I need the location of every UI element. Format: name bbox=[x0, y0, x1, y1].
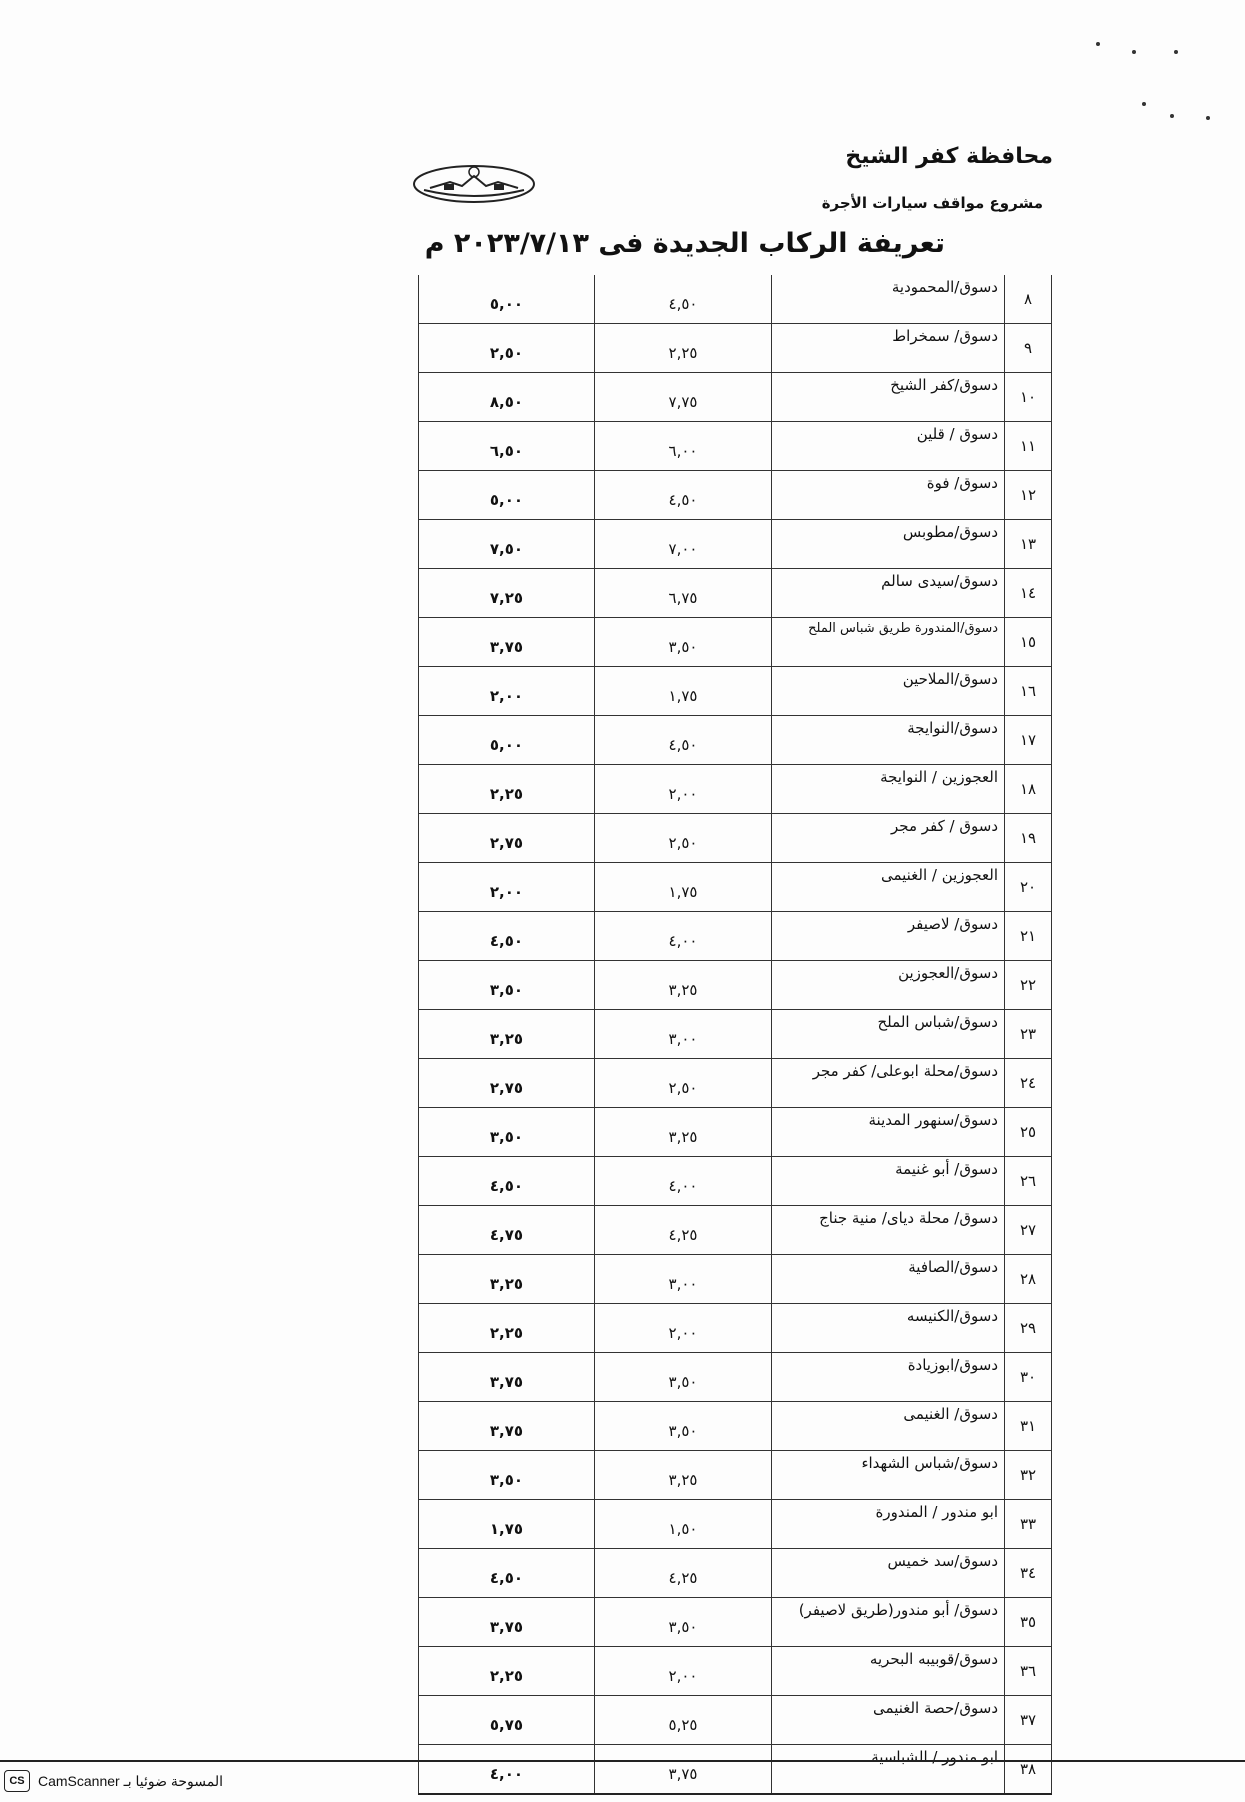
row-number: ٣٧ bbox=[1005, 1696, 1052, 1745]
table-row bbox=[419, 1598, 1052, 1647]
old-fare: ٤,٥٠ bbox=[595, 275, 772, 324]
route-name: دسوق/الملاحين bbox=[772, 667, 1005, 716]
row-number: ١٤ bbox=[1005, 569, 1052, 618]
new-fare: ٢,٢٥ bbox=[419, 1304, 595, 1353]
old-fare: ٦,٠٠ bbox=[595, 422, 772, 471]
route-name: دسوق/محلة ابوعلى/ كفر مجر bbox=[772, 1059, 1005, 1108]
table-row bbox=[419, 520, 1052, 569]
table-row bbox=[419, 1206, 1052, 1255]
new-fare: ٥,٠٠ bbox=[419, 716, 595, 765]
new-fare: ٢,٢٥ bbox=[419, 765, 595, 814]
old-fare: ٤,٢٥ bbox=[595, 1206, 772, 1255]
new-fare: ٥,٠٠ bbox=[419, 471, 595, 520]
table-row bbox=[419, 569, 1052, 618]
row-number: ١٣ bbox=[1005, 520, 1052, 569]
table-row bbox=[419, 1059, 1052, 1108]
route-name: دسوق/المندورة طريق شباس الملح bbox=[772, 618, 1005, 667]
fares-table bbox=[418, 275, 1052, 1795]
row-number: ٣٢ bbox=[1005, 1451, 1052, 1500]
new-fare: ٣,٧٥ bbox=[419, 1402, 595, 1451]
old-fare: ٢,٠٠ bbox=[595, 765, 772, 814]
route-name: دسوق/سنهور المدينة bbox=[772, 1108, 1005, 1157]
route-name: دسوق/ فوة bbox=[772, 471, 1005, 520]
route-name: دسوق / كفر مجر bbox=[772, 814, 1005, 863]
new-fare: ٢,٧٥ bbox=[419, 814, 595, 863]
table-row bbox=[419, 1010, 1052, 1059]
old-fare: ٤,٢٥ bbox=[595, 1549, 772, 1598]
old-fare: ٥,٢٥ bbox=[595, 1696, 772, 1745]
new-fare: ٤,٧٥ bbox=[419, 1206, 595, 1255]
row-number: ٨ bbox=[1005, 275, 1052, 324]
table-row bbox=[419, 1108, 1052, 1157]
row-number: ٣٤ bbox=[1005, 1549, 1052, 1598]
project-subtitle: مشروع مواقف سيارات الأجرة bbox=[821, 194, 1043, 212]
row-number: ١٦ bbox=[1005, 667, 1052, 716]
new-fare: ٣,٧٥ bbox=[419, 618, 595, 667]
table-row bbox=[419, 961, 1052, 1010]
scan-speck bbox=[1096, 42, 1100, 46]
old-fare: ٣,٢٥ bbox=[595, 1108, 772, 1157]
route-name: دسوق/حصة الغنيمى bbox=[772, 1696, 1005, 1745]
new-fare: ٣,٥٠ bbox=[419, 1108, 595, 1157]
row-number: ٣٣ bbox=[1005, 1500, 1052, 1549]
governorate-title: محافظة كفر الشيخ bbox=[845, 144, 1053, 169]
tariff-title: تعريفة الركاب الجديدة فى ٢٠٢٣/٧/١٣ م bbox=[424, 228, 945, 259]
table-row bbox=[419, 373, 1052, 422]
route-name: ابو مندور / الشباسية bbox=[772, 1745, 1005, 1795]
row-number: ١٥ bbox=[1005, 618, 1052, 667]
table-row bbox=[419, 1549, 1052, 1598]
row-number: ٢٨ bbox=[1005, 1255, 1052, 1304]
new-fare: ٢,٠٠ bbox=[419, 667, 595, 716]
old-fare: ٣,٥٠ bbox=[595, 618, 772, 667]
old-fare: ٢,٠٠ bbox=[595, 1647, 772, 1696]
route-name: دسوق/الصافية bbox=[772, 1255, 1005, 1304]
table-row bbox=[419, 716, 1052, 765]
old-fare: ١,٧٥ bbox=[595, 667, 772, 716]
route-name: دسوق/ الغنيمى bbox=[772, 1402, 1005, 1451]
new-fare: ٥,٠٠ bbox=[419, 275, 595, 324]
table-row bbox=[419, 863, 1052, 912]
row-number: ١١ bbox=[1005, 422, 1052, 471]
row-number: ١٠ bbox=[1005, 373, 1052, 422]
table-row bbox=[419, 1353, 1052, 1402]
old-fare: ٢,٥٠ bbox=[595, 1059, 772, 1108]
row-number: ٩ bbox=[1005, 324, 1052, 373]
table-row bbox=[419, 1304, 1052, 1353]
row-number: ١٢ bbox=[1005, 471, 1052, 520]
old-fare: ٦,٧٥ bbox=[595, 569, 772, 618]
route-name: دسوق/ سمخراط bbox=[772, 324, 1005, 373]
new-fare: ٣,٧٥ bbox=[419, 1598, 595, 1647]
old-fare: ٣,٧٥ bbox=[595, 1745, 772, 1795]
new-fare: ٢,٧٥ bbox=[419, 1059, 595, 1108]
row-number: ٢٩ bbox=[1005, 1304, 1052, 1353]
old-fare: ٣,٢٥ bbox=[595, 1451, 772, 1500]
old-fare: ٣,٥٠ bbox=[595, 1353, 772, 1402]
route-name: دسوق/سيدى سالم bbox=[772, 569, 1005, 618]
route-name: دسوق/العجوزين bbox=[772, 961, 1005, 1010]
table-row bbox=[419, 1402, 1052, 1451]
table-row bbox=[419, 1255, 1052, 1304]
scan-speck bbox=[1170, 114, 1174, 118]
scanner-credit-text: CamScanner المسوحة ضوئيا بـ bbox=[38, 1773, 224, 1789]
old-fare: ٧,٠٠ bbox=[595, 520, 772, 569]
new-fare: ٣,٢٥ bbox=[419, 1255, 595, 1304]
route-name: دسوق/ أبو مندور(طريق لاصيفر) bbox=[772, 1598, 1005, 1647]
route-name: ابو مندور / المندورة bbox=[772, 1500, 1005, 1549]
new-fare: ١,٧٥ bbox=[419, 1500, 595, 1549]
table-row bbox=[419, 765, 1052, 814]
row-number: ٢٥ bbox=[1005, 1108, 1052, 1157]
route-name: دسوق/النوايجة bbox=[772, 716, 1005, 765]
new-fare: ٢,٢٥ bbox=[419, 1647, 595, 1696]
row-number: ٣١ bbox=[1005, 1402, 1052, 1451]
old-fare: ١,٧٥ bbox=[595, 863, 772, 912]
row-number: ٢٦ bbox=[1005, 1157, 1052, 1206]
row-number: ١٩ bbox=[1005, 814, 1052, 863]
route-name: العجوزين / النوايجة bbox=[772, 765, 1005, 814]
row-number: ٢٧ bbox=[1005, 1206, 1052, 1255]
new-fare: ٢,٠٠ bbox=[419, 863, 595, 912]
row-number: ٣٨ bbox=[1005, 1745, 1052, 1795]
old-fare: ٧,٧٥ bbox=[595, 373, 772, 422]
new-fare: ٨,٥٠ bbox=[419, 373, 595, 422]
new-fare: ٤,٥٠ bbox=[419, 1549, 595, 1598]
route-name: دسوق/ لاصيفر bbox=[772, 912, 1005, 961]
new-fare: ٣,٢٥ bbox=[419, 1010, 595, 1059]
new-fare: ٧,٥٠ bbox=[419, 520, 595, 569]
route-name: دسوق/شباس الشهداء bbox=[772, 1451, 1005, 1500]
new-fare: ٦,٥٠ bbox=[419, 422, 595, 471]
route-name: دسوق/قوبيبه البحريه bbox=[772, 1647, 1005, 1696]
row-number: ٢٣ bbox=[1005, 1010, 1052, 1059]
scan-speck bbox=[1132, 50, 1136, 54]
route-name: دسوق/ محلة دياى/ منية جناج bbox=[772, 1206, 1005, 1255]
scan-speck bbox=[1174, 50, 1178, 54]
new-fare: ٣,٧٥ bbox=[419, 1353, 595, 1402]
route-name: دسوق/الكنيسه bbox=[772, 1304, 1005, 1353]
governorate-emblem-icon bbox=[410, 158, 538, 206]
old-fare: ٤,٠٠ bbox=[595, 1157, 772, 1206]
scan-speck bbox=[1206, 116, 1210, 120]
old-fare: ٢,٢٥ bbox=[595, 324, 772, 373]
route-name: دسوق/شباس الملح bbox=[772, 1010, 1005, 1059]
row-number: ٣٦ bbox=[1005, 1647, 1052, 1696]
old-fare: ٣,٥٠ bbox=[595, 1598, 772, 1647]
old-fare: ٣,٥٠ bbox=[595, 1402, 772, 1451]
table-row bbox=[419, 1500, 1052, 1549]
old-fare: ٤,٠٠ bbox=[595, 912, 772, 961]
old-fare: ٣,٠٠ bbox=[595, 1255, 772, 1304]
row-number: ٣٥ bbox=[1005, 1598, 1052, 1647]
table-row bbox=[419, 667, 1052, 716]
route-name: دسوق/مطوبس bbox=[772, 520, 1005, 569]
new-fare: ٧,٢٥ bbox=[419, 569, 595, 618]
table-row bbox=[419, 1451, 1052, 1500]
table-row bbox=[419, 618, 1052, 667]
table-row bbox=[419, 912, 1052, 961]
row-number: ٢٤ bbox=[1005, 1059, 1052, 1108]
row-number: ٣٠ bbox=[1005, 1353, 1052, 1402]
table-row bbox=[419, 422, 1052, 471]
route-name: دسوق/ابوزيادة bbox=[772, 1353, 1005, 1402]
new-fare: ٤,٥٠ bbox=[419, 1157, 595, 1206]
old-fare: ٤,٥٠ bbox=[595, 471, 772, 520]
table-row bbox=[419, 324, 1052, 373]
table-row bbox=[419, 1157, 1052, 1206]
old-fare: ٣,٢٥ bbox=[595, 961, 772, 1010]
fares-table-body bbox=[419, 275, 1052, 1794]
route-name: دسوق/ أبو غنيمة bbox=[772, 1157, 1005, 1206]
new-fare: ٤,٠٠ bbox=[419, 1745, 595, 1795]
row-number: ٢١ bbox=[1005, 912, 1052, 961]
route-name: دسوق / قلين bbox=[772, 422, 1005, 471]
table-row bbox=[419, 814, 1052, 863]
scan-speck bbox=[1142, 102, 1146, 106]
row-number: ٢٢ bbox=[1005, 961, 1052, 1010]
new-fare: ٣,٥٠ bbox=[419, 961, 595, 1010]
old-fare: ٣,٠٠ bbox=[595, 1010, 772, 1059]
old-fare: ١,٥٠ bbox=[595, 1500, 772, 1549]
table-row bbox=[419, 471, 1052, 520]
new-fare: ٤,٥٠ bbox=[419, 912, 595, 961]
route-name: دسوق/سد خميس bbox=[772, 1549, 1005, 1598]
row-number: ١٨ bbox=[1005, 765, 1052, 814]
route-name: دسوق/المحمودية bbox=[772, 275, 1005, 324]
new-fare: ٥,٧٥ bbox=[419, 1696, 595, 1745]
old-fare: ٢,٠٠ bbox=[595, 1304, 772, 1353]
table-row bbox=[419, 1696, 1052, 1745]
old-fare: ٤,٥٠ bbox=[595, 716, 772, 765]
table-row bbox=[419, 275, 1052, 324]
route-name: دسوق/كفر الشيخ bbox=[772, 373, 1005, 422]
scanner-footer bbox=[0, 1760, 1245, 1802]
new-fare: ٣,٥٠ bbox=[419, 1451, 595, 1500]
route-name: العجوزين / الغنيمى bbox=[772, 863, 1005, 912]
new-fare: ٢,٥٠ bbox=[419, 324, 595, 373]
camscanner-logo: CS bbox=[4, 1770, 30, 1792]
old-fare: ٢,٥٠ bbox=[595, 814, 772, 863]
row-number: ٢٠ bbox=[1005, 863, 1052, 912]
row-number: ١٧ bbox=[1005, 716, 1052, 765]
table-row bbox=[419, 1647, 1052, 1696]
